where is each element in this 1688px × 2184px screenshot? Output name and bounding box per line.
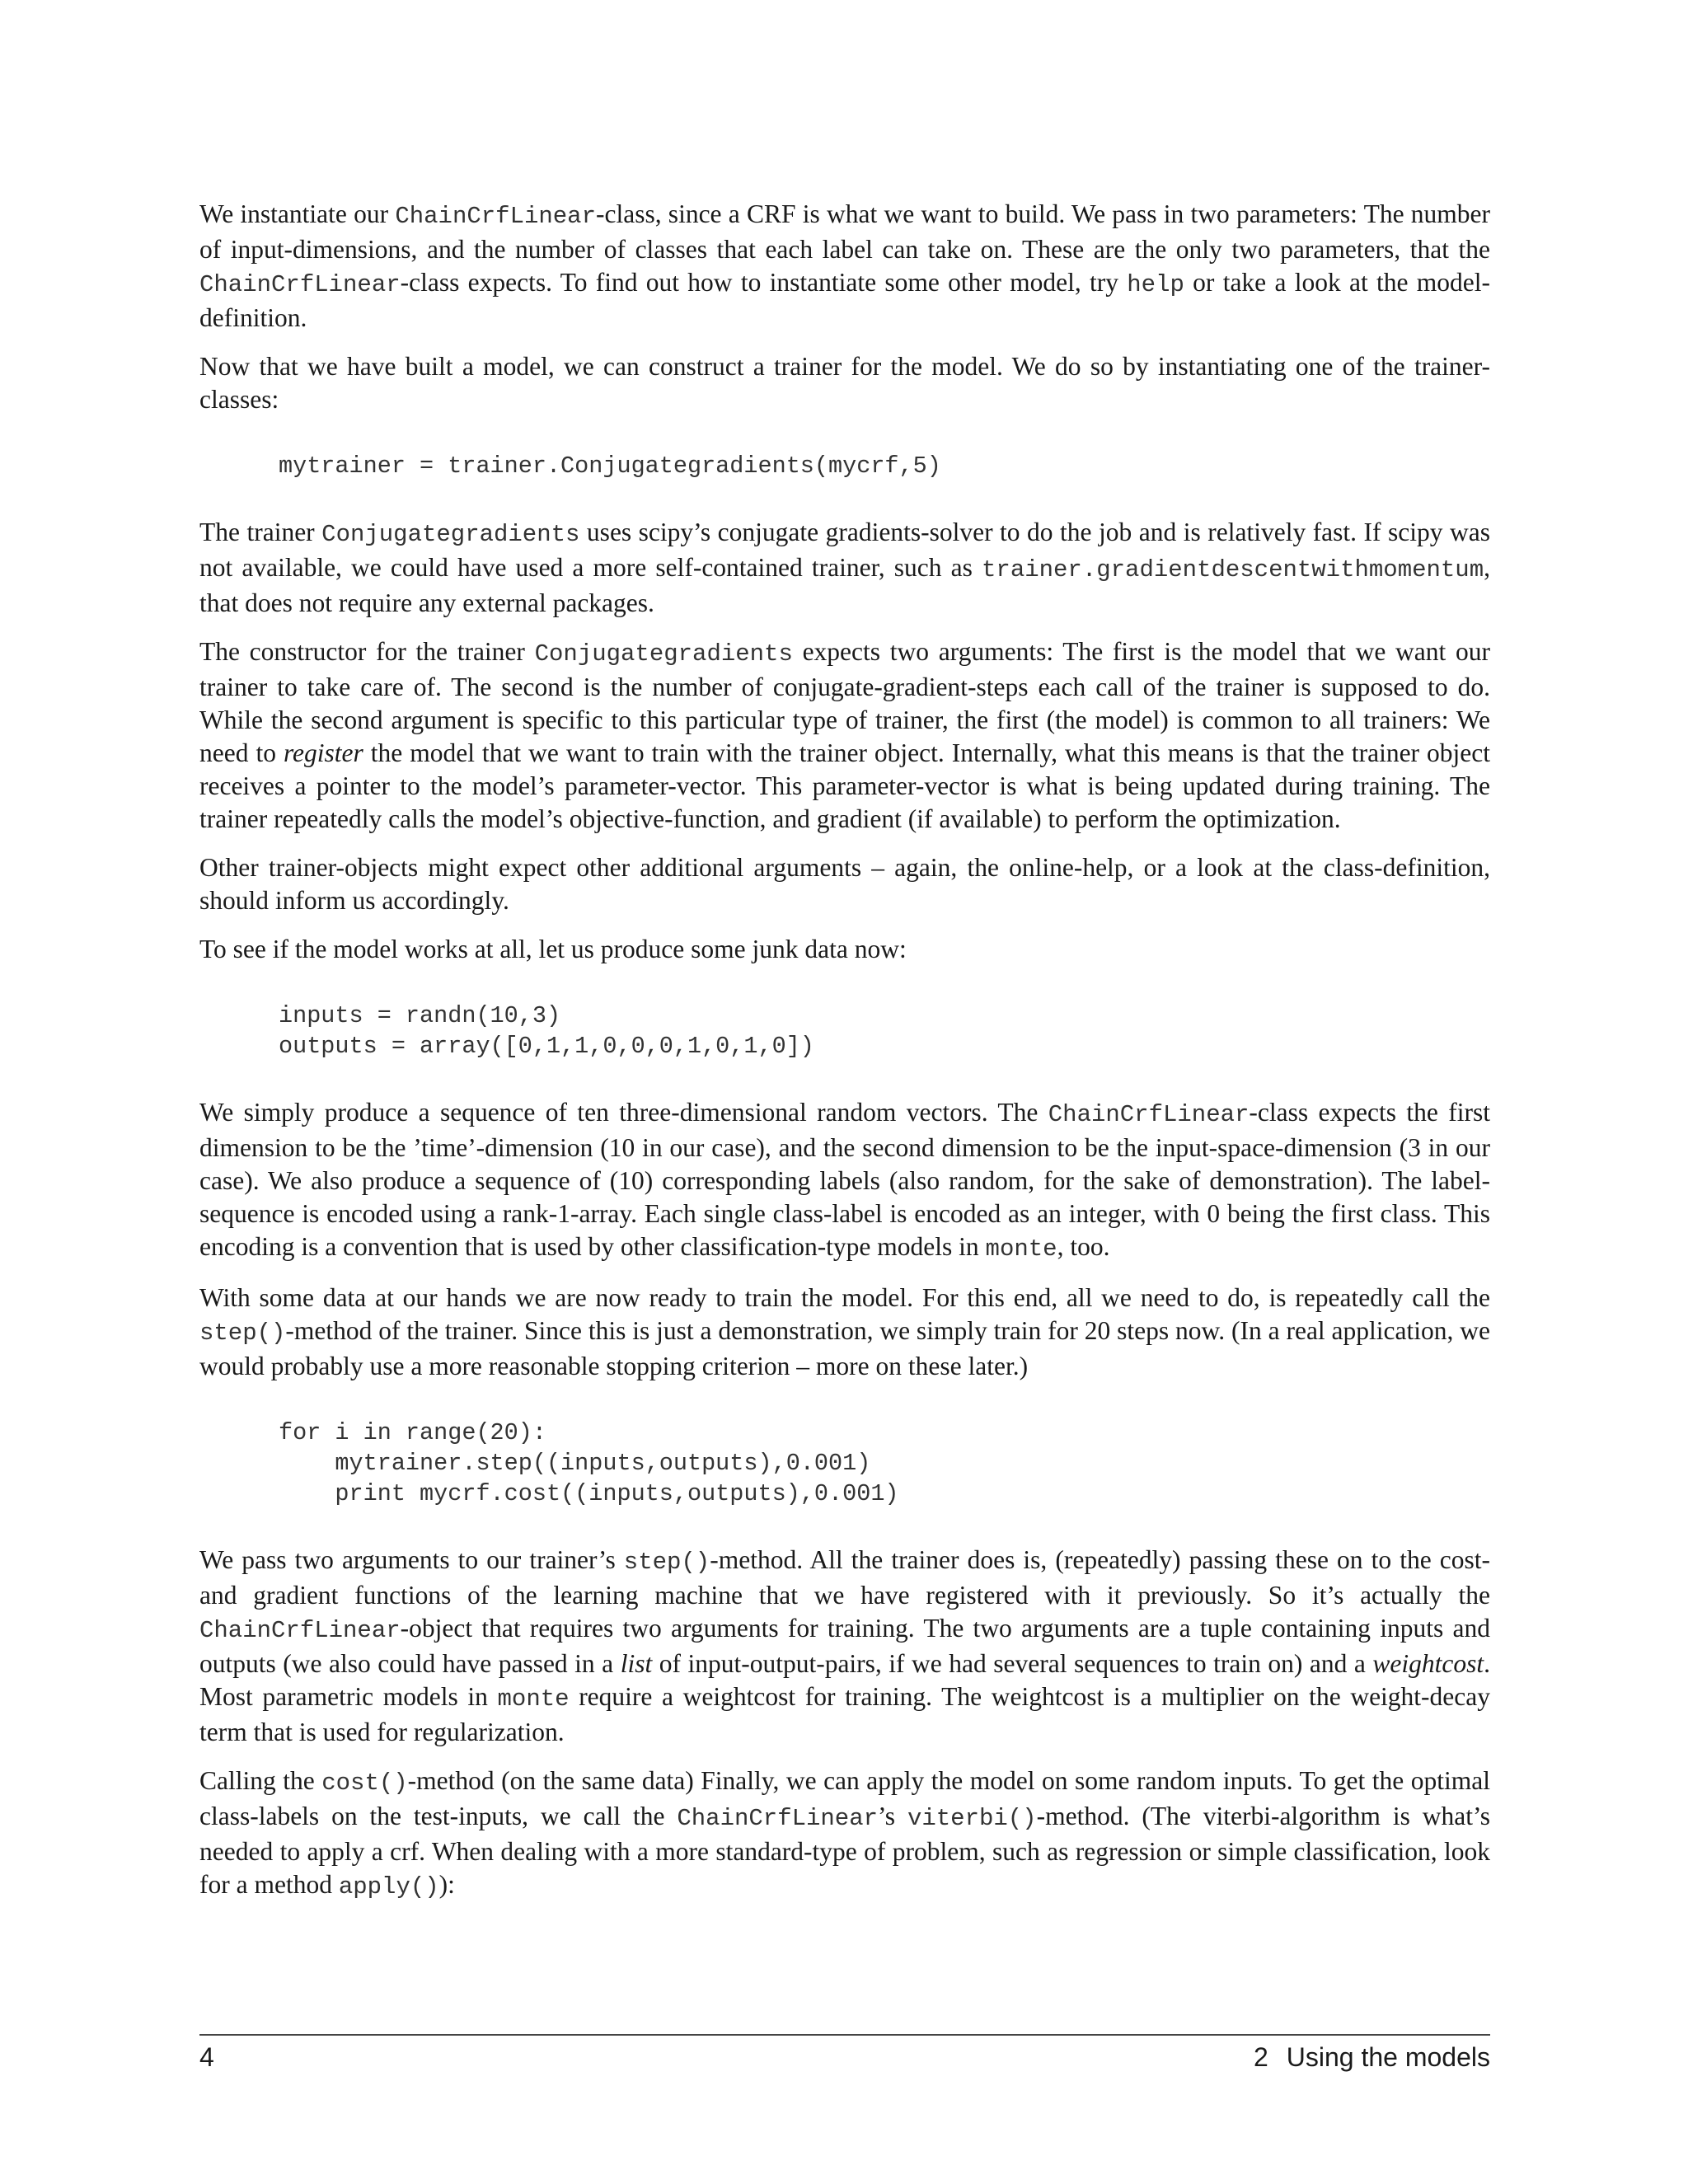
emphasis: weightcost [1372,1649,1484,1678]
inline-code: ChainCrfLinear [395,203,596,230]
inline-code: cost() [321,1769,408,1797]
page-footer [199,2034,1490,2073]
text: The trainer [199,518,322,546]
code-line: print mycrf.cost((inputs,outputs),0.001) [279,1480,899,1507]
text: of input-output-pairs, if we had several sequences to train on) and a [652,1649,1373,1678]
inline-code: help [1127,271,1184,298]
text: . Most parametric models in [199,1649,1490,1711]
section-title: Using the models [1286,2042,1490,2072]
inline-code: ChainCrfLinear [199,1617,401,1644]
inline-code: Conjugategradients [534,640,793,668]
text: -method. All the trainer does is, (repeatedly) passing these on to the cost- and gradient functions of the learning machine that we have registered with it previously. So it’s actually the [199,1545,1490,1610]
text: -class expects the first dimension to be the ’time’-dimension (10 in our case), and the second dimension to be the input-space-dimension (3 in our case). We also produce a sequence of (10) corresponding labels (also random, for the sake of demonstration). The label-sequence is encoded using a rank-1-array. Each single class-label is encoded as an integer, with 0 being the first class. This encoding is a convention that is used by other classification-type models in [199,1098,1490,1261]
paragraph-instantiate-model [199,198,1490,335]
paragraph-train-model [199,1282,1490,1383]
text: Calling the [199,1766,322,1795]
text: , that does not require any external packages. [199,553,1490,617]
running-section-title [1254,2042,1490,2073]
text: We instantiate our [199,199,396,228]
text: , too. [1057,1232,1110,1261]
paragraph-random-vectors [199,1096,1490,1266]
code-line: for i in range(20): [279,1419,546,1446]
inline-code: viterbi() [907,1805,1037,1832]
text: The constructor for the trainer [199,637,535,666]
text: -object that requires two arguments for training. The two arguments are a tuple containing inputs and outputs (we also could have passed in a [199,1614,1490,1678]
code-block-training-loop [279,1418,1490,1509]
inline-code: ChainCrfLinear [1048,1101,1250,1128]
inline-code: step() [199,1319,286,1347]
page-number: 4 [199,2042,214,2072]
inline-code: monte [497,1685,570,1713]
text: ): [438,1870,455,1899]
text: the model that we want to train with the trainer object. Internally, what this means is that the trainer object receives a pointer to the model’s parameter-vector. This parameter-vector is what is being updated during training. The trainer repeatedly calls the model’s objective-function, and gradient (if available) to perform the optimization. [199,738,1490,833]
paragraph-step-arguments [199,1544,1490,1749]
paragraph-trainer-constructor [199,635,1490,836]
inline-code: apply() [338,1873,439,1900]
code-line: outputs = array([0,1,1,0,0,0,1,0,1,0]) [279,1033,814,1060]
text: require a weightcost for training. The weightcost is a multiplier on the weight-decay term that is used for regularization. [199,1682,1490,1746]
text: -class, since a CRF is what we want to build. We pass in two parameters: The number of input-dimensions, and the number of classes that each label can take on. These are the only two parameters, that the [199,199,1491,264]
emphasis: list [620,1649,653,1678]
code-line: inputs = randn(10,3) [279,1002,561,1029]
code-block-trainer [279,451,1490,481]
paragraph-construct-trainer: Now that we have built a model, we can construct a trainer for the model. We do so by instantiating one of the trainer-classes: [199,352,1490,414]
text: We pass two arguments to our trainer’s [199,1545,624,1574]
text: With some data at our hands we are now ready to train the model. For this end, all we need to do, is repeatedly call the [199,1283,1490,1312]
text: -method (on the same data) Finally, we can apply the model on some random inputs. To get the optimal class-labels on the test-inputs, we call the [199,1766,1490,1830]
emphasis: register [283,738,363,767]
code-line: mytrainer = trainer.Conjugategradients(mycrf,5) [279,452,941,480]
paragraph-other-trainers: Other trainer-objects might expect other additional arguments – again, the online-help, or a look at the class-definition, should inform us accordingly. [199,853,1490,915]
code-line: mytrainer.step((inputs,outputs),0.001) [279,1450,871,1477]
text: -class expects. To find out how to instantiate some other model, try [400,268,1128,297]
document-page [199,198,1490,2093]
paragraph-cost-viterbi [199,1765,1490,1904]
code-block-data [279,1001,1490,1062]
inline-code: Conjugategradients [321,521,580,548]
paragraph-conjugategradients [199,516,1490,620]
text: or take a look at the model-definition. [199,268,1490,332]
inline-code: ChainCrfLinear [199,271,401,298]
text: -method. (The viterbi-algorithm is what’s needed to apply a crf. When dealing with a more standard-type of problem, such as regression or simple classification, look for a method [199,1802,1491,1899]
section-number: 2 [1253,2042,1268,2072]
inline-code: step() [623,1549,710,1576]
text: uses scipy’s conjugate gradients-solver to do the job and is relatively fast. If scipy was not available, we could have used a more self-contained trainer, such as [199,518,1490,582]
text: We simply produce a sequence of ten three-dimensional random vectors. The [199,1098,1048,1127]
text: expects two arguments: The first is the model that we want our trainer to take care of. The second is the number of conjugate-gradient-steps each call of the trainer is supposed to do. While the second argument is specific to this particular type of trainer, the first (the model) is common to all trainers: We need to [199,637,1490,767]
text: ’s [878,1802,907,1830]
inline-code: trainer.gradientdescentwithmomentum [982,556,1484,583]
paragraph-junk-data: To see if the model works at all, let us produce some junk data now: [199,935,907,963]
inline-code: ChainCrfLinear [677,1805,879,1832]
text: -method of the trainer. Since this is just a demonstration, we simply train for 20 steps now. (In a real application, we would probably use a more reasonable stopping criterion – more on these later.) [199,1316,1490,1380]
inline-code: monte [985,1235,1057,1263]
